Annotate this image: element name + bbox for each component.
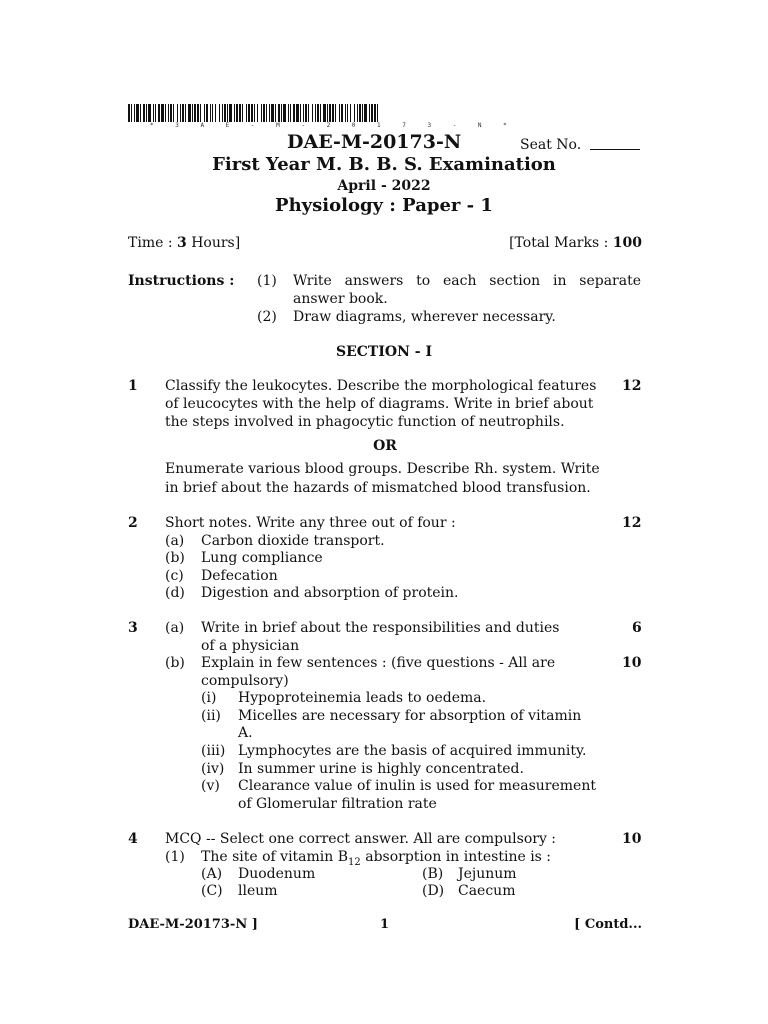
q3b-line1: Explain in few sentences : (five questions - All are (201, 655, 556, 671)
q4-option-a-text: Duodenum (238, 866, 316, 882)
barcode-bar (148, 104, 151, 122)
barcode-bar (168, 104, 169, 122)
q4-item-1-subscript: 12 (348, 856, 361, 868)
barcode-bar (180, 104, 181, 122)
barcode-bar (315, 104, 316, 122)
barcode-bar (371, 104, 373, 122)
continued-marker: [ Contd... (574, 917, 642, 932)
barcode-bar (296, 104, 299, 122)
q2-item-a-num: (a) (165, 533, 185, 549)
barcode-bar (300, 104, 301, 122)
q3b-sub-ii-line2: A. (238, 725, 253, 741)
barcode-bar (239, 104, 241, 122)
q4-item-1-text-b: absorption in intestine is : (360, 849, 552, 865)
barcode-bar (254, 104, 255, 122)
instruction-1-num: (1) (257, 273, 277, 289)
barcode-bar (317, 104, 319, 122)
q4-option-c-num: (C) (201, 883, 223, 899)
q2-item-d-num: (d) (165, 585, 185, 601)
barcode-bar (161, 104, 164, 122)
barcode-bar (229, 104, 232, 122)
exam-code: DAE-M-20173-N (287, 131, 462, 153)
barcode-bar (374, 104, 376, 122)
q3b-sub-v-line1: Clearance value of inulin is used for measurement (238, 778, 596, 794)
q2-intro: Short notes. Write any three out of four : (165, 515, 456, 531)
barcode-bar (224, 104, 226, 122)
barcode-bar (177, 104, 178, 122)
barcode-bar (303, 104, 304, 122)
exam-title: First Year M. B. B. S. Examination (212, 154, 556, 175)
barcode-bar (246, 104, 247, 122)
seat-number-blank (590, 149, 640, 150)
barcode-bar (369, 104, 370, 122)
barcode-bar (359, 104, 361, 122)
q3b-sub-v-num: (v) (201, 778, 220, 794)
section-title: SECTION - I (336, 344, 432, 360)
barcode-bar (362, 104, 363, 122)
q3b-sub-i-text: Hypoproteinemia leads to oedema. (238, 690, 487, 706)
barcode-bar (288, 104, 289, 122)
q1-line-1: Classify the leukocytes. Describe the morphological features (165, 378, 597, 394)
q4-intro: MCQ -- Select one correct answer. All are compulsory : (165, 831, 557, 847)
barcode-bar (227, 104, 228, 122)
barcode-bar (357, 104, 358, 122)
barcode-bar (170, 104, 172, 122)
q4-number: 4 (128, 831, 138, 847)
barcode-bar (215, 104, 216, 122)
q3b-sub-iii-text: Lymphocytes are the basis of acquired immunity. (238, 743, 587, 759)
barcode-bar (153, 104, 154, 122)
time-line (128, 235, 240, 251)
q3a-line2: of a physician (201, 638, 300, 654)
barcode-bar (251, 104, 253, 122)
barcode-bar (206, 104, 208, 122)
barcode-bar (263, 104, 265, 122)
q2-item-a-text: Carbon dioxide transport. (201, 533, 385, 549)
q3-number: 3 (128, 620, 138, 636)
barcode-bar (210, 104, 211, 122)
instruction-2-num: (2) (257, 309, 277, 325)
barcode-bar (327, 104, 328, 122)
q3b-sub-iv-num: (iv) (201, 761, 225, 777)
instructions-label: Instructions : (128, 273, 235, 289)
q1-number: 1 (128, 378, 138, 394)
barcode-bar (257, 104, 258, 122)
barcode-bar (275, 104, 276, 122)
barcode-bar (212, 104, 213, 122)
barcode-bar (290, 104, 291, 122)
barcode-bar (377, 104, 378, 122)
q2-item-d-text: Digestion and absorption of protein. (201, 585, 459, 601)
barcode-bar (204, 104, 205, 122)
total-marks (509, 235, 642, 251)
q2-marks: 12 (622, 515, 642, 531)
time-label: Time : (128, 235, 177, 251)
q3b-sub-iv-text: In summer urine is highly concentrated. (238, 761, 524, 777)
q3a-marks: 6 (632, 620, 642, 636)
marks-value: 100 (612, 235, 642, 251)
barcode (128, 104, 378, 122)
instruction-2-text: Draw diagrams, wherever necessary. (293, 309, 556, 325)
barcode-bar (345, 104, 346, 122)
q3b-sub-iii-num: (iii) (201, 743, 226, 759)
barcode-bar (131, 104, 132, 122)
barcode-bar (312, 104, 313, 122)
q4-item-1-num: (1) (165, 849, 185, 865)
barcode-bar (188, 104, 191, 122)
q3b-sub-ii-num: (ii) (201, 708, 221, 724)
barcode-bar (329, 104, 331, 122)
barcode-bar (222, 104, 223, 122)
q4-option-a-num: (A) (201, 866, 223, 882)
exam-date: April - 2022 (337, 178, 431, 194)
q1-alt-line-1: Enumerate various blood groups. Describe Rh. system. Write (165, 461, 600, 477)
barcode-bar (347, 104, 348, 122)
q2-item-c-text: Defecation (201, 568, 278, 584)
q4-option-b-num: (B) (422, 866, 444, 882)
barcode-bar (339, 104, 340, 122)
barcode-bar (136, 104, 139, 122)
barcode-bar (323, 104, 326, 122)
barcode-bar (128, 104, 130, 122)
q3b-line2: compulsory) (201, 673, 289, 689)
q3b-sub-ii-line1: Micelles are necessary for absorption of vitamin (238, 708, 582, 724)
barcode-bar (332, 104, 334, 122)
barcode-bar (236, 104, 238, 122)
barcode-bar (281, 104, 282, 122)
barcode-bar (165, 104, 166, 122)
barcode-bar (185, 104, 186, 122)
q4-marks: 10 (622, 831, 642, 847)
barcode-bar (219, 104, 220, 122)
barcode-bar (271, 104, 274, 122)
barcode-bar (293, 104, 295, 122)
barcode-bar (194, 104, 196, 122)
barcode-bar (192, 104, 193, 122)
barcode-bar (269, 104, 270, 122)
barcode-bar (266, 104, 267, 122)
q3a-line1: Write in brief about the responsibilities and duties (201, 620, 560, 636)
barcode-bar (261, 104, 262, 122)
barcode-bar (278, 104, 280, 122)
q3a-num: (a) (165, 620, 185, 636)
barcode-bar (234, 104, 235, 122)
barcode-bar (248, 104, 250, 122)
barcode-bar (350, 104, 351, 122)
barcode-bar (335, 104, 336, 122)
q4-item-1-text-a: The site of vitamin B (201, 849, 349, 865)
barcode-bar (155, 104, 156, 122)
instruction-1-line1: Write answers to each section in separate (293, 273, 641, 289)
barcode-digits: * 3 A E - M - 2 0 1 7 3 - N * (150, 122, 516, 129)
q4-option-d-num: (D) (422, 883, 445, 899)
q2-item-b-num: (b) (165, 550, 185, 566)
q3b-sub-i-num: (i) (201, 690, 217, 706)
q1-alt-line-2: in brief about the hazards of mismatched blood transfusion. (165, 480, 591, 496)
barcode-bar (197, 104, 199, 122)
q4-item-1-text (201, 849, 551, 868)
barcode-bar (364, 104, 367, 122)
q4-option-c-text: lleum (238, 883, 278, 899)
q3b-sub-v-line2: of Glomerular filtration rate (238, 796, 437, 812)
q1-marks: 12 (622, 378, 642, 394)
barcode-bar (158, 104, 160, 122)
marks-label: [Total Marks : (509, 235, 613, 251)
barcode-bar (283, 104, 286, 122)
subject-title: Physiology : Paper - 1 (275, 195, 493, 216)
q2-item-b-text: Lung compliance (201, 550, 323, 566)
seat-label: Seat No. (520, 137, 582, 153)
q4-option-d-text: Caecum (458, 883, 516, 899)
barcode-bar (143, 104, 145, 122)
barcode-bar (242, 104, 243, 122)
footer-code: DAE-M-20173-N ] (128, 917, 258, 932)
barcode-bar (320, 104, 321, 122)
barcode-bar (305, 104, 307, 122)
barcode-bar (308, 104, 309, 122)
q1-line-2: of leucocytes with the help of diagrams. Write in brief about (165, 396, 594, 412)
barcode-bar (134, 104, 135, 122)
q1-or: OR (373, 438, 397, 454)
barcode-bar (354, 104, 355, 122)
barcode-bar (341, 104, 343, 122)
q1-line-3: the steps involved in phagocytic function of neutrophils. (165, 414, 565, 430)
time-unit: Hours] (186, 235, 241, 251)
q4-option-b-text: Jejunum (458, 866, 517, 882)
time-value: 3 (177, 235, 187, 251)
q2-number: 2 (128, 515, 138, 531)
q3b-num: (b) (165, 655, 185, 671)
barcode-bar (173, 104, 174, 122)
instruction-1-line2: answer book. (293, 291, 388, 307)
barcode-bar (140, 104, 141, 122)
barcode-bar (146, 104, 147, 122)
barcode-bar (182, 104, 184, 122)
q3b-marks: 10 (622, 655, 642, 671)
barcode-bar (200, 104, 201, 122)
page-number: 1 (380, 917, 390, 932)
q2-item-c-num: (c) (165, 568, 184, 584)
